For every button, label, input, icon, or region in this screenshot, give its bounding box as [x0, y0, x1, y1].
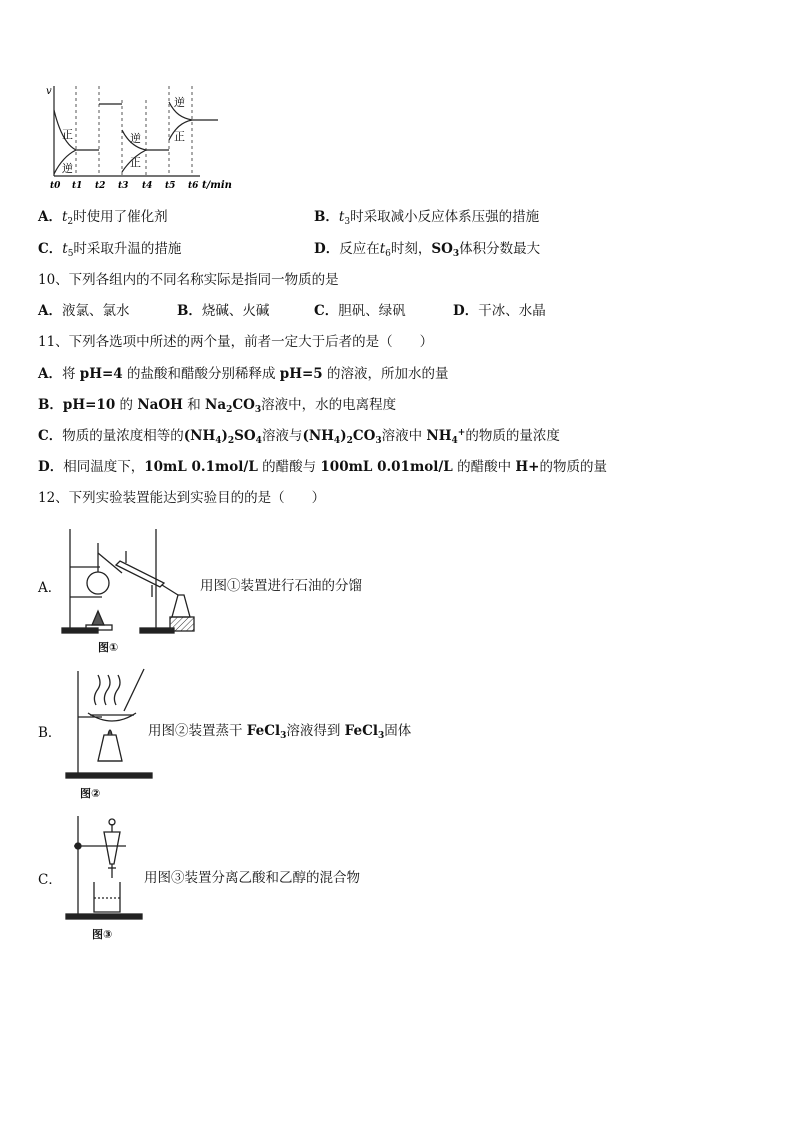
formula: ) — [340, 428, 347, 444]
figure-1-distillation — [60, 525, 200, 660]
option-letter: A． — [38, 366, 62, 382]
axis-v-label: v — [46, 86, 52, 97]
volume-conc: 100mL 0.01mol/L — [320, 459, 453, 475]
distillation-apparatus — [60, 525, 200, 635]
q11-option-b — [38, 396, 396, 414]
option-text: 物质的量浓度相等的 — [62, 428, 184, 444]
q12-option-b-letter: B． — [38, 725, 62, 741]
formula-naoh: NaOH — [137, 397, 183, 413]
q12-option-a-letter: A． — [38, 580, 62, 596]
t-symbol: t — [338, 209, 345, 225]
formula-nh4: NH — [426, 428, 452, 444]
option-text: 胆矾、绿矾 — [338, 303, 406, 319]
formula-na2co3: CO — [232, 397, 255, 413]
subscript: 2 — [226, 405, 233, 415]
q9-option-b — [314, 208, 539, 226]
tick-t6: t6 — [188, 181, 199, 191]
subscript: 2 — [67, 217, 74, 227]
q11-option-d — [38, 458, 607, 476]
figure-3-caption: 图③ — [92, 928, 113, 941]
subscript: 6 — [385, 249, 391, 259]
subscript: 4 — [333, 436, 341, 446]
curve-label-zheng3: 正 — [174, 130, 185, 143]
option-letter: B． — [177, 303, 202, 319]
option-letter: A． — [38, 209, 62, 225]
formula: CO — [352, 428, 376, 444]
option-text: 溶液中，水的电离程度 — [261, 397, 397, 413]
q9-option-d — [314, 240, 540, 258]
separatory-funnel-apparatus — [60, 812, 150, 924]
option-text: 反应在 — [339, 241, 380, 257]
figure-2-evaporation — [60, 665, 160, 805]
option-text: 的物质的量 — [539, 459, 607, 475]
q11-option-a — [38, 365, 448, 383]
t-symbol: t — [61, 209, 68, 225]
q10-option-b — [177, 302, 269, 320]
subscript: 2 — [227, 436, 235, 446]
option-text: 将 — [61, 366, 80, 382]
q11-option-c — [38, 427, 560, 445]
formula-h: H+ — [515, 459, 540, 475]
subscript: 3 — [377, 731, 385, 741]
option-text: 溶液与 — [261, 428, 303, 444]
volume-conc: 10mL 0.1mol/L — [144, 459, 258, 475]
subscript: 4 — [255, 436, 262, 446]
tick-t1: t1 — [72, 181, 83, 191]
subscript: 3 — [452, 249, 460, 259]
formula-so3: SO — [431, 241, 453, 257]
option-letter: D． — [453, 303, 479, 319]
subscript: 4 — [215, 436, 222, 446]
reaction-rate-graph — [40, 80, 250, 195]
q9-option-a — [38, 208, 168, 226]
option-text: 时刻， — [390, 241, 432, 257]
option-text: 时采取升温的措施 — [73, 241, 182, 257]
q10-option-a — [38, 302, 129, 320]
ph-value: pH=4 — [79, 366, 123, 382]
q12-option-a-text: 用图①装置进行石油的分馏 — [200, 578, 362, 594]
curve-label-zheng1: 正 — [62, 128, 73, 141]
option-text: 时采取减小反应体系压强的措施 — [350, 209, 540, 225]
option-text: 溶液中 — [381, 428, 427, 444]
option-text: 固体 — [384, 723, 412, 739]
option-letter: D． — [314, 241, 340, 257]
subscript: 3 — [280, 731, 287, 741]
subscript: 2 — [346, 436, 353, 446]
axis-t-label: t/min — [202, 180, 232, 191]
formula: (NH — [302, 428, 334, 444]
tick-t0: t0 — [50, 181, 61, 191]
tick-t2: t2 — [95, 181, 106, 191]
option-letter: C． — [314, 303, 339, 319]
option-text: 的 — [115, 397, 138, 413]
rate-time-plot — [40, 80, 250, 195]
t-symbol: t — [379, 241, 386, 257]
q12-stem: 12、下列实验装置能达到实验目的的是（ ） — [38, 490, 326, 506]
ph-value: pH=10 — [62, 397, 116, 413]
tick-t5: t5 — [165, 181, 176, 191]
q10-stem: 10、下列各组内的不同名称实际是指同一物质的是 — [38, 272, 339, 288]
option-text: 相同温度下， — [63, 459, 145, 475]
formula: (NH — [183, 428, 216, 444]
subscript: 3 — [375, 436, 382, 446]
option-text: 的物质的量浓度 — [465, 428, 560, 444]
option-text: 时使用了催化剂 — [73, 209, 168, 225]
option-letter: A． — [38, 303, 62, 319]
q10-option-d — [453, 302, 546, 320]
q12-option-c-text: 用图③装置分离乙酸和乙醇的混合物 — [144, 870, 360, 886]
formula-fecl3: FeCl — [246, 723, 281, 739]
formula-fecl3: FeCl — [344, 723, 378, 739]
option-text: 和 — [182, 397, 206, 413]
formula: SO — [234, 428, 256, 444]
tick-t3: t3 — [118, 181, 129, 191]
option-text: 的溶液，所加水的量 — [322, 366, 449, 382]
ph-value: pH=5 — [279, 366, 323, 382]
figure-2-caption: 图② — [80, 787, 101, 800]
option-text: 的醋酸与 — [257, 459, 321, 475]
option-text: 用图②装置蒸干 — [148, 723, 247, 739]
option-text: 液氯、氯水 — [61, 303, 130, 319]
subscript: 3 — [344, 217, 351, 227]
curve-label-ni1: 逆 — [62, 162, 73, 175]
q12-option-c-letter: C． — [38, 872, 62, 888]
option-text: 的醋酸中 — [452, 459, 516, 475]
formula-na2co3: Na — [205, 397, 227, 413]
option-text: 体积分数最大 — [459, 241, 541, 257]
figure-3-separation — [60, 812, 150, 947]
evaporation-apparatus — [60, 665, 160, 783]
formula: ) — [221, 428, 228, 444]
t-symbol: t — [62, 241, 68, 257]
option-text: 烧碱、火碱 — [201, 303, 270, 319]
option-text: 的盐酸和醋酸分别稀释成 — [122, 366, 280, 382]
subscript: 4 — [451, 436, 458, 446]
curve-label-ni2: 逆 — [130, 132, 141, 145]
q11-stem: 11、下列各选项中所述的两个量，前者一定大于后者的是（ ） — [38, 334, 434, 350]
tick-t4: t4 — [142, 181, 153, 191]
option-letter: D． — [38, 459, 64, 475]
superscript: + — [457, 428, 466, 438]
option-letter: B． — [314, 209, 339, 225]
figure-1-caption: 图① — [98, 641, 119, 654]
q10-option-c — [314, 302, 406, 320]
option-letter: B． — [38, 397, 63, 413]
q9-option-c — [38, 240, 181, 258]
option-text: 干冰、水晶 — [478, 303, 546, 319]
subscript: 3 — [254, 405, 262, 415]
option-letter: C． — [38, 241, 63, 257]
curve-label-zheng2: 正 — [130, 156, 141, 169]
option-text: 溶液得到 — [286, 723, 345, 739]
curve-label-ni3: 逆 — [174, 96, 185, 109]
option-letter: C． — [38, 428, 63, 444]
subscript: 5 — [67, 249, 74, 259]
q12-option-b-text — [148, 722, 411, 740]
